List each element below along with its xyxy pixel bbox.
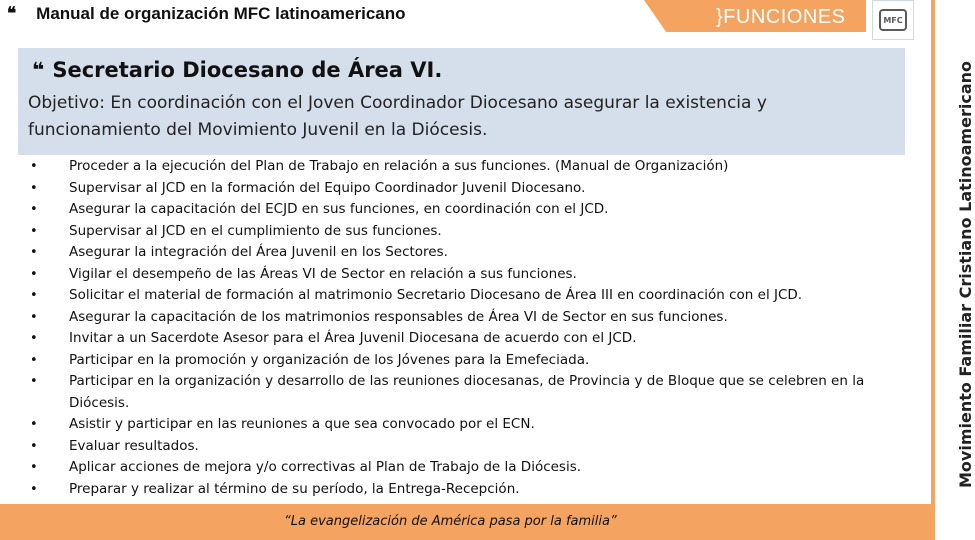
- mfc-logo: [872, 0, 914, 40]
- quote-icon: ❝: [7, 4, 17, 23]
- list-item: • Supervisar al JCD en el cumplimiento de sus funciones.: [30, 221, 910, 243]
- mfc-logo-mark: MFC: [879, 9, 907, 31]
- list-item: • Evaluar resultados.: [30, 436, 910, 458]
- quote-icon: ❝: [32, 58, 45, 82]
- list-item: • Aplicar acciones de mejora y/o correctivas al Plan de Trabajo de la Diócesis.: [30, 457, 910, 479]
- list-item: • Participar en la organización y desarrollo de las reuniones diocesanas, de Provincia y de Bloque que se celebren en la Diócesis.: [30, 371, 910, 414]
- list-item: • Vigilar el desempeño de las Áreas VI de Sector en relación a sus funciones.: [30, 264, 910, 286]
- functions-label: }FUNCIONES: [716, 6, 846, 28]
- list-item: • Preparar y realizar al término de su período, la Entrega-Recepción.: [30, 479, 910, 501]
- role-title: [32, 58, 442, 82]
- title-panel: [18, 48, 905, 155]
- list-item: • Asegurar la capacitación del ECJD en sus funciones, en coordinación con el JCD.: [30, 199, 910, 221]
- role-title-text: Secretario Diocesano de Área VI.: [52, 58, 443, 82]
- list-item: • Solicitar el material de formación al matrimonio Secretario Diocesano de Área III en coordinación con el JCD.: [30, 285, 910, 307]
- list-item: • Asegurar la capacitación de los matrimonios responsables de Área VI de Sector en sus funciones.: [30, 307, 910, 329]
- footer-quote: “La evangelización de América pasa por la familia”: [284, 514, 617, 529]
- header-title-text: Manual de organización MFC latinoamericano: [36, 4, 406, 23]
- list-item: • Participar en la promoción y organización de los Jóvenes para la Emefeciada.: [30, 350, 910, 372]
- list-item: • Supervisar al JCD en la formación del Equipo Coordinador Juvenil Diocesano.: [30, 178, 910, 200]
- objective-text: Objetivo: En coordinación con el Joven Coordinador Diocesano asegurar la existencia y funcionamiento del Movimiento Juvenil en la Diócesis.: [28, 93, 767, 140]
- list-item: • Asistir y participar en las reuniones a que sea convocado por el ECN.: [30, 414, 910, 436]
- list-item: • Invitar a un Sacerdote Asesor para el Área Juvenil Diocesana de acuerdo con el JCD.: [30, 328, 910, 350]
- list-item: • Asegurar la integración del Área Juvenil en los Sectores.: [30, 242, 910, 264]
- functions-list: [30, 156, 910, 500]
- vertical-organization-name: Movimiento Familiar Cristiano Latinoamericano: [956, 61, 975, 488]
- list-item: • Proceder a la ejecución del Plan de Trabajo en relación a sus funciones. (Manual de Organización): [30, 156, 910, 178]
- footer-band: [0, 504, 935, 540]
- header-title: [7, 4, 406, 24]
